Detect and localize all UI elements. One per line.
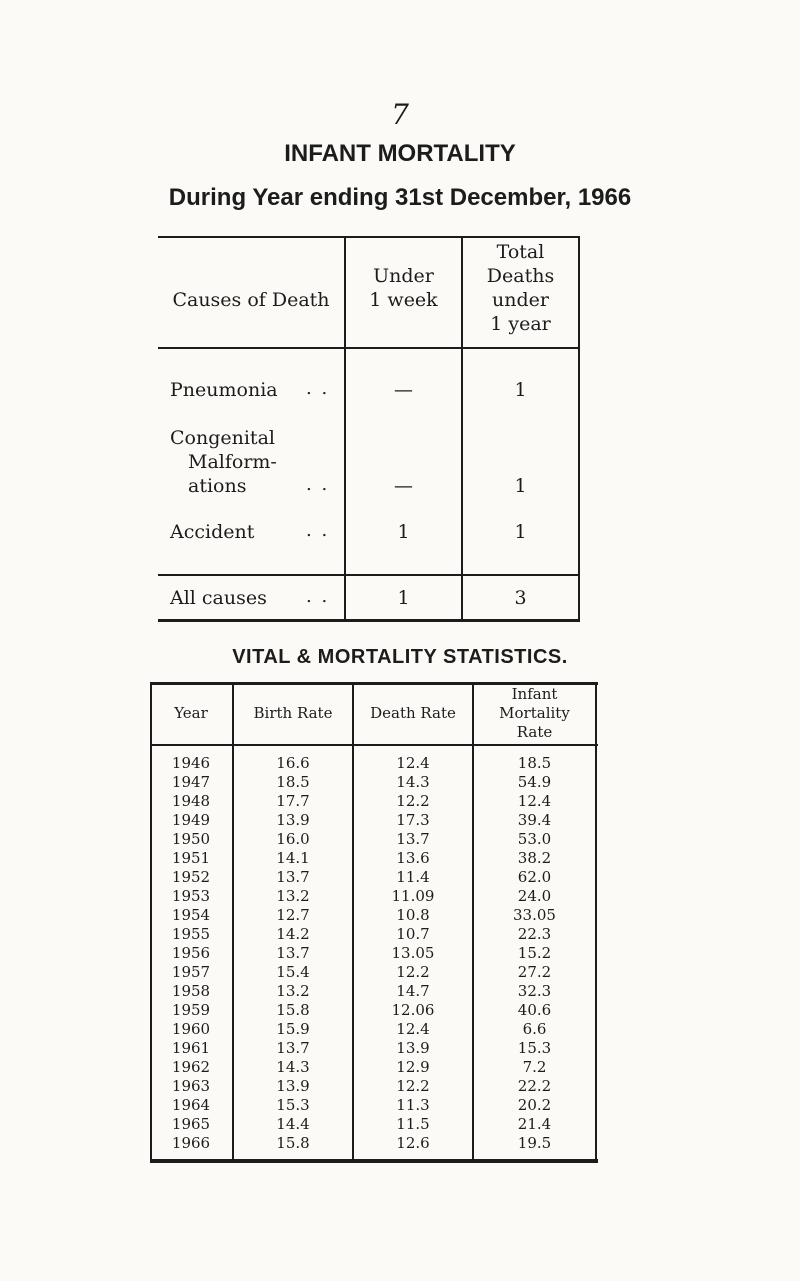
cell-death: 12.2 <box>396 1077 430 1095</box>
header-death-rate: Death Rate <box>370 704 456 722</box>
vital-statistics-title: VITAL & MORTALITY STATISTICS. <box>232 646 568 668</box>
row-cause-accident: Accident <box>170 521 255 543</box>
table-row <box>150 792 598 811</box>
cell-death: 12.2 <box>396 963 430 981</box>
cell-year: 1955 <box>171 925 211 943</box>
header-causes: Causes of Death <box>172 289 330 311</box>
row-cause-pneumonia: Pneumonia <box>170 379 278 401</box>
cell-year: 1948 <box>171 792 211 810</box>
cell-death: 13.05 <box>391 944 435 962</box>
page-subtitle: During Year ending 31st December, 1966 <box>168 184 632 211</box>
cell-year: 1959 <box>171 1001 211 1019</box>
cell-year: 1953 <box>171 887 211 905</box>
table-row <box>150 1134 598 1153</box>
table-row <box>150 868 598 887</box>
cell-year: 1956 <box>171 944 211 962</box>
cell-birth: 14.3 <box>276 1058 310 1076</box>
leader-dots: . . <box>306 586 330 607</box>
row-cause-congenital-line1: Congenital <box>170 427 275 449</box>
cell-infant: 53.0 <box>517 830 552 848</box>
row-congenital-under-week: — <box>394 475 413 497</box>
cell-year: 1947 <box>171 773 211 791</box>
cell-birth: 14.2 <box>276 925 310 943</box>
header-year: Year <box>174 704 208 722</box>
cell-birth: 15.4 <box>276 963 310 981</box>
cell-year: 1962 <box>171 1058 211 1076</box>
cell-birth: 16.0 <box>276 830 310 848</box>
row-cause-all-causes: All causes <box>170 587 267 609</box>
totals-total: 3 <box>514 587 527 609</box>
cell-death: 12.06 <box>391 1001 435 1019</box>
cell-year: 1957 <box>171 963 211 981</box>
row-accident-total: 1 <box>514 521 527 543</box>
table-row <box>150 906 598 925</box>
header-total-line2: Deaths <box>486 265 555 287</box>
table-row <box>150 1115 598 1134</box>
cell-birth: 13.7 <box>276 944 310 962</box>
cell-death: 12.9 <box>396 1058 430 1076</box>
cell-year: 1963 <box>171 1077 211 1095</box>
cell-infant: 22.3 <box>517 925 552 943</box>
table-row <box>150 1058 598 1077</box>
cell-infant: 12.4 <box>517 792 552 810</box>
table-row <box>150 811 598 830</box>
cell-birth: 13.2 <box>276 982 310 1000</box>
table-row <box>150 1001 598 1020</box>
cell-infant: 40.6 <box>517 1001 552 1019</box>
cell-death: 13.6 <box>396 849 430 867</box>
table-row <box>150 1077 598 1096</box>
row-pneumonia-under-week: — <box>394 379 413 401</box>
cell-year: 1954 <box>171 906 211 924</box>
cell-death: 12.6 <box>396 1134 430 1152</box>
cell-infant: 19.5 <box>517 1134 552 1152</box>
leader-dots: . . <box>306 378 330 399</box>
cell-death: 10.8 <box>396 906 430 924</box>
cell-birth: 15.3 <box>276 1096 310 1114</box>
cell-birth: 13.9 <box>276 1077 310 1095</box>
cell-death: 10.7 <box>396 925 430 943</box>
table-row <box>150 963 598 982</box>
table-row <box>150 887 598 906</box>
cell-death: 14.7 <box>396 982 430 1000</box>
cell-birth: 13.9 <box>276 811 310 829</box>
table-row <box>150 773 598 792</box>
cell-birth: 14.4 <box>276 1115 310 1133</box>
leader-dots: . . <box>306 474 330 495</box>
cell-death: 13.7 <box>396 830 430 848</box>
header-infant-line3: Rate <box>516 723 553 741</box>
table-row <box>150 849 598 868</box>
cell-birth: 15.9 <box>276 1020 310 1038</box>
cell-infant: 6.6 <box>522 1020 547 1038</box>
cell-year: 1958 <box>171 982 211 1000</box>
table-row <box>150 982 598 1001</box>
cell-death: 11.09 <box>391 887 435 905</box>
header-infant-line2: Mortality <box>499 704 570 722</box>
row-cause-congenital-line3: ations <box>188 475 247 497</box>
header-total-line4: 1 year <box>490 313 551 335</box>
cell-year: 1950 <box>171 830 211 848</box>
cell-birth: 14.1 <box>276 849 310 867</box>
cell-death: 11.4 <box>396 868 430 886</box>
cell-birth: 17.7 <box>276 792 310 810</box>
cell-birth: 12.7 <box>276 906 310 924</box>
totals-under-week: 1 <box>397 587 410 609</box>
cell-infant: 7.2 <box>522 1058 547 1076</box>
vital-statistics-table <box>150 682 598 1163</box>
page-title: INFANT MORTALITY <box>284 140 516 167</box>
cell-year: 1946 <box>171 754 211 772</box>
cell-year: 1964 <box>171 1096 211 1114</box>
cell-birth: 13.7 <box>276 1039 310 1057</box>
cell-death: 14.3 <box>396 773 430 791</box>
table-row <box>150 830 598 849</box>
cell-infant: 22.2 <box>517 1077 552 1095</box>
cell-infant: 15.3 <box>517 1039 552 1057</box>
table-row <box>150 1020 598 1039</box>
cell-birth: 15.8 <box>276 1134 310 1152</box>
cell-infant: 18.5 <box>517 754 552 772</box>
cell-birth: 18.5 <box>276 773 310 791</box>
header-total-line1: Total <box>496 241 545 263</box>
header-total-line3: under <box>492 289 549 311</box>
row-cause-congenital-line2: Malform- <box>188 451 277 473</box>
table-row <box>150 944 598 963</box>
cell-infant: 20.2 <box>517 1096 552 1114</box>
causes-of-death-table <box>158 236 580 622</box>
cell-year: 1966 <box>171 1134 211 1152</box>
cell-death: 12.2 <box>396 792 430 810</box>
cell-infant: 33.05 <box>513 906 556 924</box>
cell-death: 11.3 <box>396 1096 430 1114</box>
row-congenital-total: 1 <box>514 475 527 497</box>
cell-year: 1951 <box>171 849 211 867</box>
cell-infant: 39.4 <box>517 811 552 829</box>
cell-infant: 54.9 <box>517 773 552 791</box>
cell-death: 17.3 <box>396 811 430 829</box>
cell-year: 1949 <box>171 811 211 829</box>
row-accident-under-week: 1 <box>397 521 410 543</box>
table-row <box>150 1096 598 1115</box>
header-infant-line1: Infant <box>511 685 558 703</box>
cell-birth: 16.6 <box>276 754 310 772</box>
cell-infant: 24.0 <box>517 887 552 905</box>
table-row <box>150 925 598 944</box>
cell-infant: 32.3 <box>517 982 552 1000</box>
cell-birth: 13.2 <box>276 887 310 905</box>
leader-dots: . . <box>306 520 330 541</box>
row-pneumonia-total: 1 <box>514 379 527 401</box>
cell-year: 1961 <box>171 1039 211 1057</box>
header-under-week-line2: 1 week <box>369 289 438 311</box>
cell-infant: 15.2 <box>517 944 552 962</box>
header-under-week-line1: Under <box>373 265 434 287</box>
cell-birth: 13.7 <box>276 868 310 886</box>
table-row <box>150 1039 598 1058</box>
cell-year: 1965 <box>171 1115 211 1133</box>
cell-year: 1960 <box>171 1020 211 1038</box>
cell-death: 12.4 <box>396 754 430 772</box>
cell-death: 13.9 <box>396 1039 430 1057</box>
cell-birth: 15.8 <box>276 1001 310 1019</box>
cell-infant: 62.0 <box>517 868 552 886</box>
cell-infant: 27.2 <box>517 963 552 981</box>
header-birth-rate: Birth Rate <box>253 704 333 722</box>
cell-infant: 38.2 <box>517 849 552 867</box>
cell-year: 1952 <box>171 868 211 886</box>
page-number: 7 <box>391 98 409 131</box>
table-row <box>150 754 598 773</box>
cell-infant: 21.4 <box>517 1115 552 1133</box>
cell-death: 11.5 <box>396 1115 430 1133</box>
cell-death: 12.4 <box>396 1020 430 1038</box>
